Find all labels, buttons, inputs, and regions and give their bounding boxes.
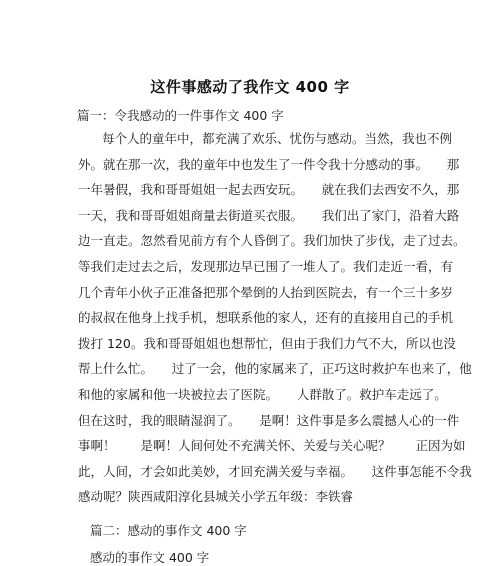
document-title: 这件事感动了我作文 400 字 [150, 78, 350, 96]
essay-line: 事啊！ 是啊！人间何处不充满关怀、关爱与关心呢？ 正因为如 [78, 438, 466, 454]
essay-line: 等我们走过去之后，发现那边早已围了一堆人了。我们走近一看，有 [78, 259, 454, 274]
essay-line: 帮上什么忙。 过了一会，他的家属来了，正巧这时救护车也来了，他 [78, 361, 472, 377]
essay-line: 感动呢？陕西咸阳淳化县城关小学五年级：李铁睿 [78, 489, 354, 505]
section-heading-1: 篇一：令我感动的一件事作文 400 字 [77, 108, 284, 123]
essay-line: 外。就在那一次，我的童年中也发生了一件令我十分感动的事。 那 [78, 156, 460, 172]
section-heading-3: 感动的事作文 400 字 [90, 550, 210, 565]
section-heading-2: 篇二：感动的事作文 400 字 [90, 523, 247, 538]
essay-line: 但在这时，我的眼睛湿润了。 是啊！这件事是多么震撼人心的一件 [78, 412, 460, 428]
essay-line: 几个青年小伙子正准备把那个晕倒的人抬到医院去，有一个三十多岁 [78, 284, 454, 300]
essay-line: 此，人间，才会如此美妙，才回充满关爱与幸福。 这件事怎能不令我 [78, 463, 472, 479]
essay-line: 边一直走。忽然看见前方有个人昏倒了。我们加快了步伐，走了过去。 [78, 233, 466, 249]
essay-line: 每个人的童年中，都充满了欢乐、忧伤与感动。当然，我也不例 [102, 131, 453, 146]
essay-line: 的叔叔在他身上找手机，想联系他的家人，还有的直接用自己的手机 [78, 310, 454, 326]
essay-line: 一天，我和哥哥姐姐商量去街道买衣服。 我们出了家门，沿着大路 [78, 207, 460, 223]
essay-line: 拨打 120。我和哥哥姐姐也想帮忙，但由于我们力气不大，所以也没 [78, 335, 456, 351]
essay-line: 和他的家属和他一块被拉去了医院。 人群散了。救护车走远了。 [78, 387, 447, 402]
essay-line: 一年暑假，我和哥哥姐姐一起去西安玩。 就在我们去西安不久，那 [78, 182, 460, 198]
